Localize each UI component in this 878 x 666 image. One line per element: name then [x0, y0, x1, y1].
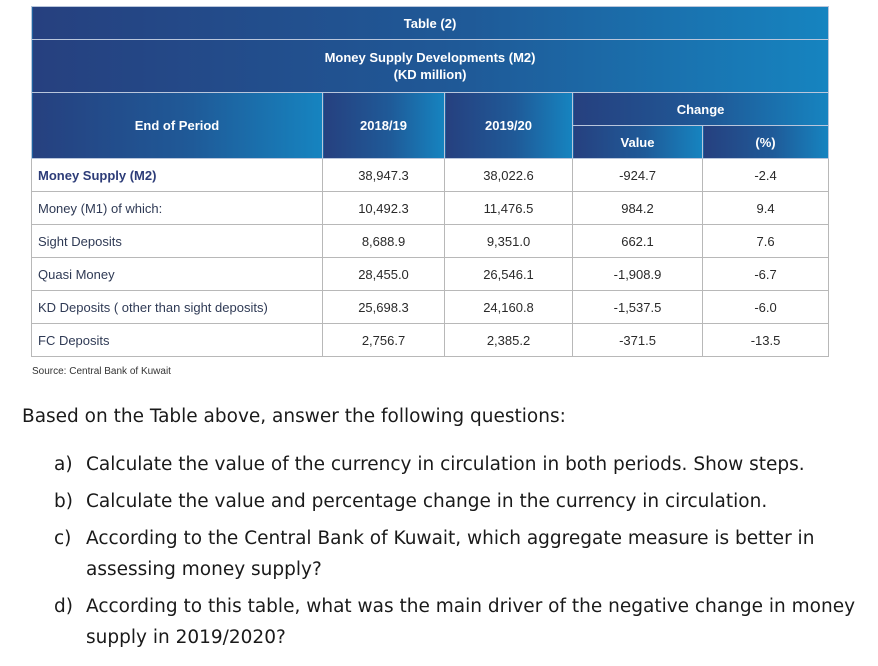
cell-2018-19: 2,756.7 [323, 324, 445, 357]
cell-change-value: -1,908.9 [573, 258, 703, 291]
question-marker: c) [54, 528, 72, 549]
cell-2018-19: 25,698.3 [323, 291, 445, 324]
cell-2019-20: 11,476.5 [445, 192, 573, 225]
cell-change-percent: 7.6 [703, 225, 829, 258]
header-end-of-period: End of Period [32, 93, 323, 159]
row-label: Quasi Money [32, 258, 323, 291]
question-item [22, 486, 862, 517]
question-text: Calculate the value and percentage change in the currency in circulation. [86, 491, 768, 512]
cell-2019-20: 38,022.6 [445, 159, 573, 192]
cell-change-value: -371.5 [573, 324, 703, 357]
table-row [32, 192, 829, 225]
cell-2019-20: 9,351.0 [445, 225, 573, 258]
table-row [32, 258, 829, 291]
cell-change-percent: -6.7 [703, 258, 829, 291]
cell-2019-20: 24,160.8 [445, 291, 573, 324]
cell-2018-19: 28,455.0 [323, 258, 445, 291]
question-item [22, 591, 862, 653]
row-label: Sight Deposits [32, 225, 323, 258]
cell-change-value: 662.1 [573, 225, 703, 258]
row-label: FC Deposits [32, 324, 323, 357]
question-marker: a) [54, 454, 73, 475]
cell-2019-20: 2,385.2 [445, 324, 573, 357]
cell-change-value: 984.2 [573, 192, 703, 225]
money-supply-table-container [31, 6, 828, 357]
cell-change-value: -924.7 [573, 159, 703, 192]
questions-section [22, 406, 862, 659]
cell-2018-19: 38,947.3 [323, 159, 445, 192]
question-item [22, 523, 862, 585]
table-title [32, 40, 829, 93]
cell-2019-20: 26,546.1 [445, 258, 573, 291]
row-label: KD Deposits ( other than sight deposits) [32, 291, 323, 324]
questions-intro: Based on the Table above, answer the following questions: [22, 406, 566, 427]
question-text: Calculate the value of the currency in circulation in both periods. Show steps. [86, 454, 805, 475]
table-number: Table (2) [32, 7, 829, 40]
header-change: Change [573, 93, 829, 126]
question-item [22, 449, 862, 480]
cell-change-percent: -2.4 [703, 159, 829, 192]
question-marker: b) [54, 491, 73, 512]
cell-change-percent: 9.4 [703, 192, 829, 225]
question-marker: d) [54, 596, 73, 617]
question-text: According to this table, what was the main driver of the negative change in money supply in 2019/2020? [86, 596, 856, 648]
row-label: Money (M1) of which: [32, 192, 323, 225]
cell-2018-19: 10,492.3 [323, 192, 445, 225]
cell-2018-19: 8,688.9 [323, 225, 445, 258]
cell-change-value: -1,537.5 [573, 291, 703, 324]
table-row [32, 291, 829, 324]
question-text: According to the Central Bank of Kuwait, which aggregate measure is better in assessing money supply? [86, 528, 815, 580]
row-label: Money Supply (M2) [32, 159, 323, 192]
table-row [32, 225, 829, 258]
header-change-value: Value [573, 126, 703, 159]
cell-change-percent: -6.0 [703, 291, 829, 324]
table-title-line1: Money Supply Developments (M2) [324, 50, 536, 65]
header-2019-20: 2019/20 [445, 93, 573, 159]
header-2018-19: 2018/19 [323, 93, 445, 159]
table-source: Source: Central Bank of Kuwait [32, 366, 171, 377]
money-supply-table [31, 6, 829, 357]
table-row [32, 324, 829, 357]
cell-change-percent: -13.5 [703, 324, 829, 357]
table-title-line2: (KD million) [393, 67, 467, 82]
header-change-percent: (%) [703, 126, 829, 159]
table-row [32, 159, 829, 192]
